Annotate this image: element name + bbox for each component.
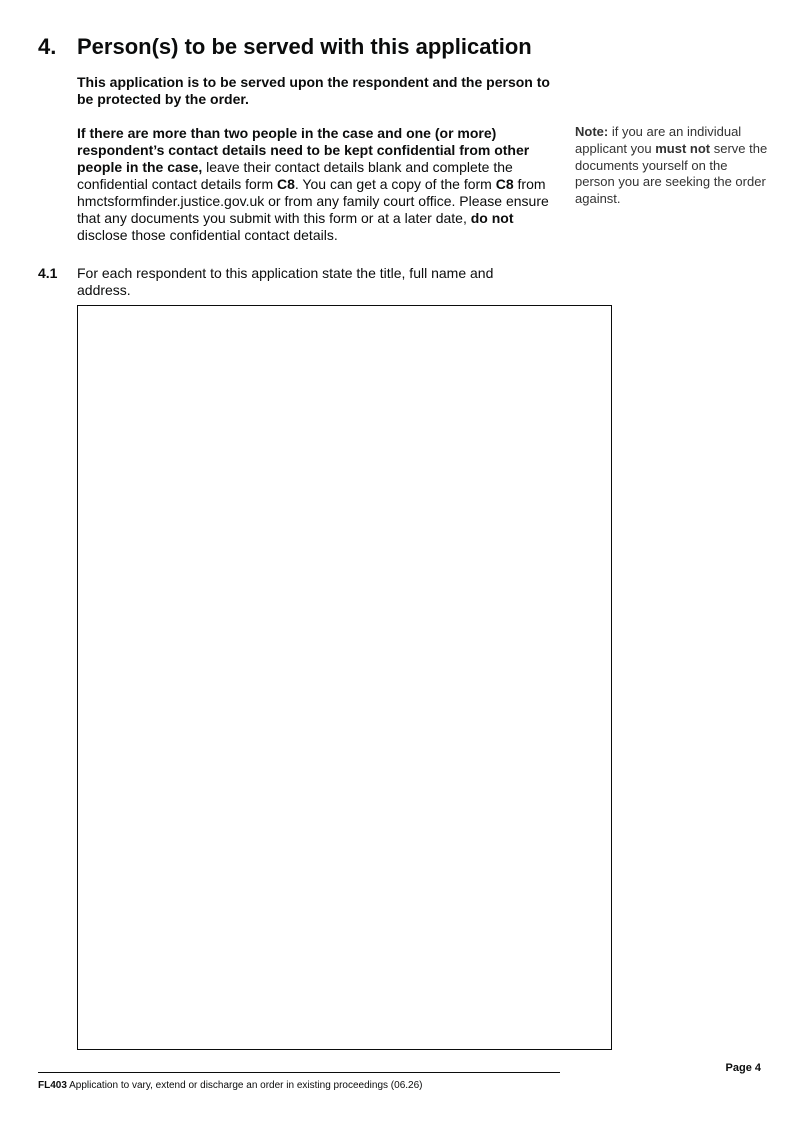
- form-title: Application to vary, extend or discharge an order in existing proceedings (06.26): [66, 1080, 423, 1091]
- confidential-paragraph: [77, 125, 562, 244]
- side-note: [575, 124, 770, 208]
- section-number: 4.: [38, 34, 57, 59]
- respondent-details-input[interactable]: [78, 306, 611, 1049]
- note-text-1: if you are an individual applicant you: [575, 124, 742, 156]
- footer-form-info: [38, 1080, 422, 1091]
- footer-divider: [38, 1072, 560, 1073]
- note-text-2: serve the documents yourself on the person you are seeking the order against.: [575, 140, 768, 207]
- question-text: For each respondent to this application state the title, full name and address.: [77, 265, 494, 298]
- section-title: Person(s) to be served with this application: [77, 34, 532, 59]
- form-code: FL403: [38, 1080, 67, 1091]
- respondent-details-box: [77, 305, 612, 1050]
- confidential-bold-lead: If there are more than two people in the case and one (or more) respondent’s contact details need to be kept confidential from other people in the case,: [77, 125, 530, 175]
- confidential-text-2: . You can get a copy of the form: [294, 176, 496, 192]
- intro-text: This application is to be served upon the respondent and the person to be protected by the order.: [77, 74, 550, 107]
- form-c8-ref-2: C8: [495, 176, 514, 192]
- confidential-text-1: leave their contact details blank and complete the confidential contact details form: [77, 159, 513, 192]
- question-number: 4.1: [38, 265, 58, 281]
- confidential-text-4: disclose those confidential contact details.: [77, 227, 338, 243]
- must-not-emphasis: must not: [655, 140, 711, 156]
- do-not-emphasis: do not: [470, 210, 514, 226]
- note-label: Note:: [575, 124, 609, 139]
- confidential-text-3: from hmctsformfinder.justice.gov.uk or from any family court office. Please ensure that any documents you submit with this form or at a later date,: [77, 176, 549, 226]
- form-c8-ref-1: C8: [277, 176, 295, 192]
- page-number: Page 4: [725, 1062, 761, 1074]
